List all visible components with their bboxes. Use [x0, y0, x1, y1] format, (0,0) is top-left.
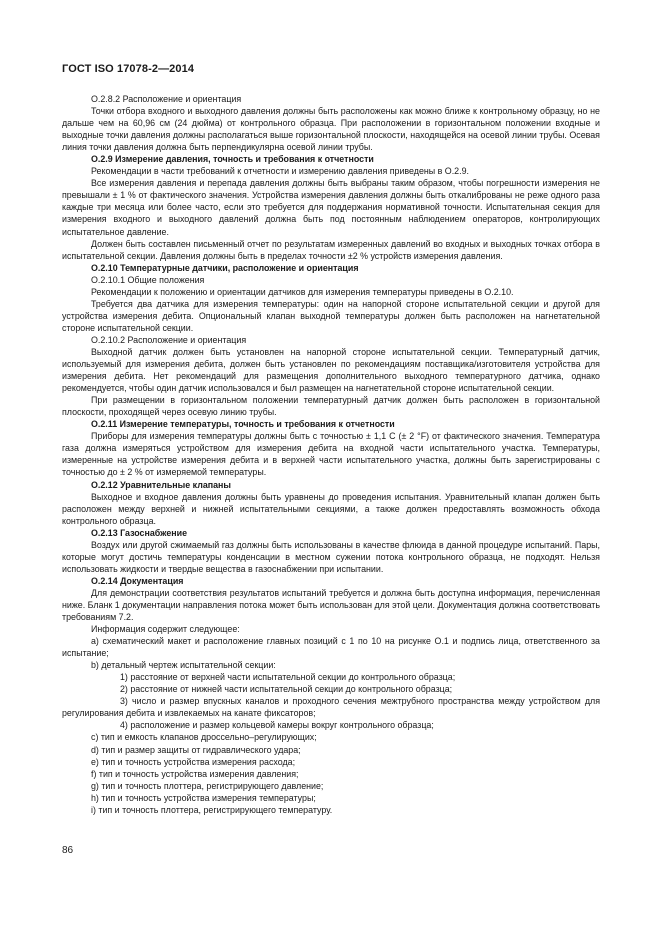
paragraph: Должен быть составлен письменный отчет по результатам измеренных давлений во входных и выходных точках отбора в испытательной секции. Давления должны быть в пределах точности ±2 % устройств измерения давления. — [62, 238, 600, 261]
list-item: d) тип и размер защиты от гидравлического удара; — [91, 744, 301, 755]
list-item: c) тип и емкость клапанов дроссельно–регулирующих; — [91, 732, 317, 743]
subsection-heading: O.2.10.2 Расположение и ориентация — [91, 334, 247, 345]
section-heading: O.2.14 Документация — [91, 575, 184, 586]
list-item: f) тип и точность устройства измерения давления; — [91, 768, 299, 779]
list-item: h) тип и точность устройства измерения температуры; — [91, 792, 316, 803]
list-item: e) тип и точность устройства измерения расхода; — [91, 756, 296, 767]
list-item: b) детальный чертеж испытательной секции: — [91, 660, 276, 671]
subsection-heading: O.2.8.2 Расположение и ориентация — [91, 94, 242, 104]
section-heading: O.2.13 Газоснабжение — [91, 527, 188, 538]
sublist-item: 1) расстояние от верхней части испытательной секции до контрольного образца; — [120, 672, 456, 683]
section-heading: O.2.9 Измерение давления, точность и требования к отчетности — [91, 154, 374, 165]
list-item: a) схематический макет и расположение главных позиций с 1 по 10 на рисунке О.1 и подпись лица, ответственного за испытание; — [62, 636, 600, 659]
section-heading: O.2.11 Измерение температуры, точность и требования к отчетности — [91, 419, 395, 430]
paragraph: Для демонстрации соответствия результатов испытаний требуется и должна быть доступна информация, перечисленная ниже. Бланк 1 документации направления потока может быть использован для этой цели. Документация должна соответствовать требованиям 7.2. — [62, 587, 600, 623]
paragraph: Все измерения давления и перепада давления должны быть выбраны таким образом, чтобы погрешности измерения не превышали ± 1 % от фактического значения. Устройства измерения давления должны быть откалиброваны не реже одного раза каждые три месяца или более часто, если это требуется для поддержания нормативной точности. Испытательная секция для измерения входного и выходного давлений должна быть под постоянным наблюдением операторов, контролирующих испытательное давление. — [62, 178, 600, 237]
subsection-heading: O.2.10.1 Общие положения — [91, 274, 205, 285]
sublist-item: 3) число и размер впускных каналов и проходного сечения межтрубного пространства между устройством для регулирования дебита и извлекаемых на канате фиксаторов; — [62, 696, 600, 719]
paragraph: Рекомендации в части требований к отчетности и измерению давления приведены в О.2.9. — [91, 166, 469, 177]
paragraph: Выходное и входное давления должны быть уравнены до проведения испытания. Уравнительный клапан должен быть расположен между верхней и нижней испытательными секциями, а также должен предоставлять возможность обхода контрольного образца. — [62, 491, 600, 526]
sublist-item: 4) расположение и размер кольцевой камеры вокруг контрольного образца; — [120, 720, 434, 731]
paragraph: Приборы для измерения температуры должны быть с точностью ± 1,1 С (± 2 °F) от фактического значения. Температура газа должна измеряться устройством для измерения дебита на входной части испытательного участка. Температуры, измеренные на устройстве измерения дебита и в верхней части испытательного участка, должны быть зарегистрированы с точностью до ± 2 % от измеряемой температуры. — [62, 431, 600, 478]
section-heading: O.2.12 Уравнительные клапаны — [91, 479, 231, 490]
paragraph: Точки отбора входного и выходного давления должны быть расположены как можно ближе к контрольному образцу, но не дальше чем на 60,96 см (24 дюйма) от контрольного образца. При расположении в горизонтальном положении входные и выходные точки давления должны располагаться выше горизонтальной плоскости, находящейся на осевой линии трубы. Осевая линия точки давления должна быть перпендикулярна осевой линии трубы. — [62, 106, 600, 153]
list-intro: Информация содержит следующее: — [91, 624, 240, 635]
document-body — [62, 93, 600, 816]
list-item: i) тип и точность плоттера, регистрирующего температуру. — [91, 804, 333, 815]
paragraph: Требуется два датчика для измерения температуры: один на напорной стороне испытательной секции и другой для устройства измерения дебита. Опциональный клапан выходной температуры должен быть расположен на нагнетательной стороне испытательной секции. — [62, 298, 600, 333]
document-header: ГОСТ ISO 17078-2—2014 — [62, 63, 195, 75]
sublist-item: 2) расстояние от нижней части испытательной секции до контрольного образца; — [120, 684, 453, 695]
paragraph: Рекомендации к положению и ориентации датчиков для измерения температуры приведены в О.2.10. — [91, 286, 514, 297]
paragraph: Воздух или другой сжимаемый газ должны быть использованы в качестве флюида в данной процедуре испытаний. Пары, которые могут достичь температуры конденсации в местном сужении потока контрольного образца, не подходят. Нельзя использовать жидкости и твердые вещества в газоснабжении при испытании. — [62, 539, 600, 574]
paragraph: При размещении в горизонтальном положении температурный датчик должен быть расположен в горизонтальной плоскости, проходящей через осевую линию трубы. — [62, 395, 600, 418]
paragraph: Выходной датчик должен быть установлен на напорной стороне испытательной секции. Температурный датчик, используемый для измерения дебита, должен быть установлен по рекомендациям поставщика/изготовителя устройства для измерения дебита. Нет рекомендаций для размещения дополнительного выходного температурного датчика, однако рекомендуется, чтобы один датчик использовался и был размещен на нагнетательной стороне испытательной секции. — [62, 346, 600, 394]
section-heading: O.2.10 Температурные датчики, расположение и ориентация — [91, 262, 359, 273]
list-item: g) тип и точность плоттера, регистрирующего давление; — [91, 780, 324, 791]
page-number: 86 — [62, 845, 74, 856]
